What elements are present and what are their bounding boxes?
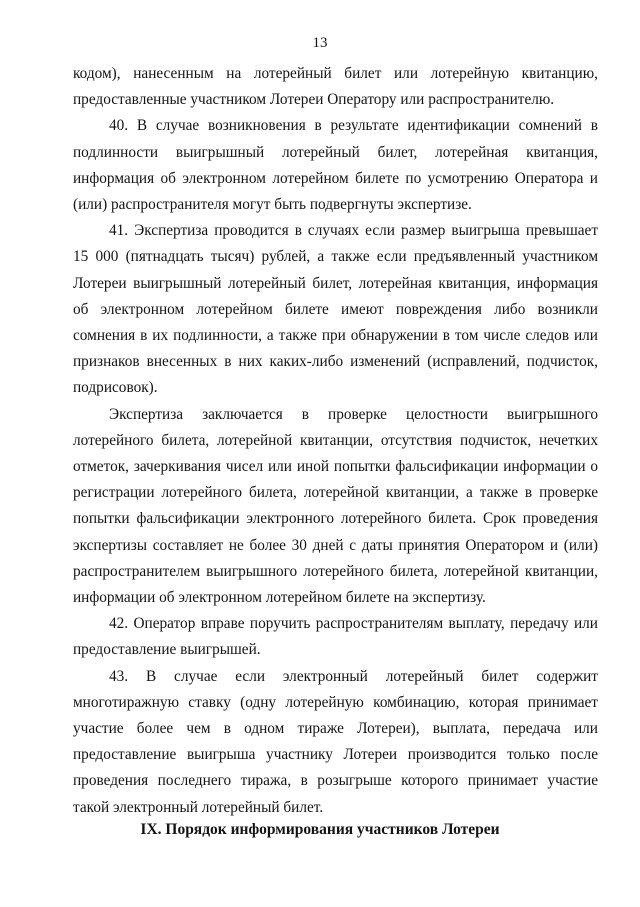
paragraph-continuation: кодом), нанесенным на лотерейный билет или лотерейную квитанцию, предоставленные участником Лотереи Оператору или распространителю. xyxy=(73,65,598,109)
paragraph-43: 43. В случае если электронный лотерейный билет содержит многотиражную ставку (одну лотерейную комбинацию, которая принимает участие более чем в одном тираже Лотереи), выплата, передача или предоставление выигрыша участнику Лотереи производится только после проведения последнего тиража, в розыгрыше которого принимает участие такой электронный лотерейный билет. xyxy=(73,667,598,816)
paragraph-41: 41. Экспертиза проводится в случаях если размер выигрыша превышает 15 000 (пятнадцать тысяч) рублей, а также если предъявленный участником Лотереи выигрышный лотерейный билет, лотерейная квитанция, информация об электронном лотерейном билете имеют повреждения либо возникли сомнения в их подлинности, а также при обнаружении в том числе следов или признаков внесенных в них каких-либо изменений (исправлений, подчисток, подрисовок). xyxy=(73,222,598,397)
document-body xyxy=(73,61,598,821)
paragraph-42: 42. Оператор вправе поручить распространителям выплату, передачу или предоставление выигрышей. xyxy=(73,615,598,659)
page-number: 13 xyxy=(312,35,328,51)
paragraph-expertise: Экспертиза заключается в проверке целостности выигрышного лотерейного билета, лотерейной квитанции, отсутствия подчисток, нечетких отметок, зачеркивания чисел или иной попытки фальсификации информации о регистрации лотерейного билета, лотерейной квитанции, а также в проверке попытки фальсификации электронного лотерейного билета. Срок проведения экспертизы составляет не более 30 дней с даты принятия Оператором и (или) распространителем выигрышного лотерейного билета, лотерейной квитанции, информации об электронном лотерейном билете на экспертизу. xyxy=(73,405,598,607)
section-heading: IX. Порядок информирования участников Лотереи xyxy=(140,821,500,838)
paragraph-40: 40. В случае возникновения в результате идентификации сомнений в подлинности выигрышный лотерейный билет, лотерейная квитанция, информация об электронном лотерейном билете по усмотрению Оператора и (или) распространителя могут быть подвергнуты экспертизе. xyxy=(73,117,598,214)
